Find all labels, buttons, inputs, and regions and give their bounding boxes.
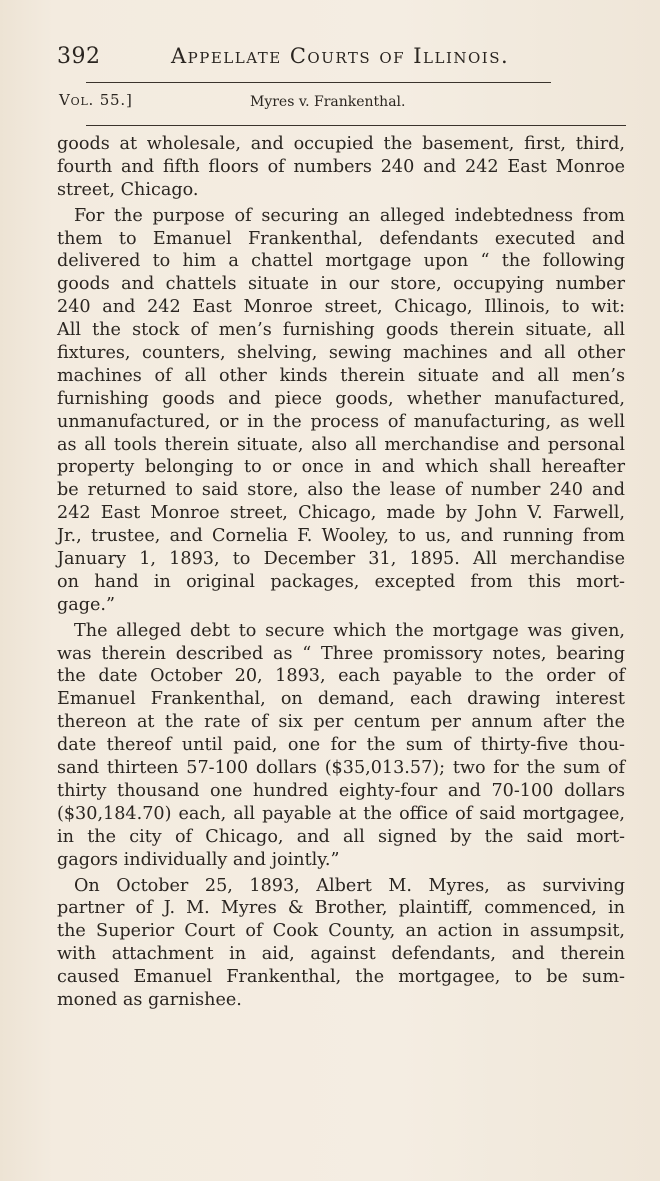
text-line: goods at wholesale, and occupied the basement, first, third,: [57, 134, 625, 154]
page-number: 392: [57, 44, 101, 69]
text-line: delivered to him a chattel mortgage upon “ the following: [57, 251, 625, 272]
text-line: caused Emanuel Frankenthal, the mortgagee, to be sum-: [57, 967, 625, 988]
text-line: All the stock of men’s furnishing goods therein situate, all: [57, 320, 625, 341]
page-subheader: [57, 89, 620, 115]
paragraph: [57, 875, 625, 1012]
text-line: be returned to said store, also the lease of number 240 and: [57, 480, 625, 501]
text-line: Emanuel Frankenthal, on demand, each drawing interest: [57, 689, 625, 710]
volume-label: Vol. 55.]: [59, 91, 133, 109]
text-line: thereon at the rate of six per centum per annum after the: [57, 712, 625, 733]
text-line: For the purpose of securing an alleged indebtedness from: [74, 205, 625, 226]
text-line: gagors individually and jointly.”: [57, 849, 340, 870]
text-line: goods and chattels situate in our store, occupying number: [57, 274, 625, 295]
text-line: date thereof until paid, one for the sum of thirty-five thou-: [57, 735, 625, 756]
text-line: the Superior Court of Cook County, an action in assumpsit,: [57, 921, 625, 942]
case-name: Myres v. Frankenthal.: [250, 94, 406, 110]
text-line: 242 East Monroe street, Chicago, made by John V. Farwell,: [57, 503, 625, 524]
text-line: sand thirteen 57-100 dollars ($35,013.57); two for the sum of: [57, 758, 625, 779]
text-line: was therein described as “ Three promissory notes, bearing: [57, 643, 625, 664]
text-line: as all tools therein situate, also all merchandise and personal: [57, 434, 625, 455]
running-title: Appellate Courts of Illinois.: [171, 44, 510, 68]
text-line: in the city of Chicago, and all signed by the said mort-: [57, 826, 625, 847]
text-line: with attachment in aid, against defendants, and therein: [57, 944, 625, 965]
text-line: unmanufactured, or in the process of manufacturing, as well: [57, 411, 625, 432]
text-line: partner of J. M. Myres & Brother, plaintiff, commenced, in: [57, 898, 625, 919]
text-line: the date October 20, 1893, each payable to the order of: [57, 666, 625, 687]
text-line: January 1, 1893, to December 31, 1895. All merchandise: [57, 549, 625, 570]
body-text: [57, 133, 625, 1012]
text-line: Jr., trustee, and Cornelia F. Wooley, to us, and running from: [57, 526, 625, 547]
text-line: machines of all other kinds therein situate and all men’s: [57, 365, 625, 386]
text-line: moned as garnishee.: [57, 989, 242, 1010]
text-line: The alleged debt to secure which the mortgage was given,: [74, 620, 625, 641]
text-line: them to Emanuel Frankenthal, defendants executed and: [57, 228, 625, 249]
text-line: street, Chicago.: [57, 179, 199, 200]
page-header: [57, 44, 620, 78]
text-line: fixtures, counters, shelving, sewing machines and all other: [57, 343, 625, 364]
paragraph: [57, 133, 625, 202]
paragraph: [57, 620, 625, 872]
text-line: thirty thousand one hundred eighty-four and 70-100 dollars: [57, 780, 625, 801]
text-line: fourth and fifth floors of numbers 240 and 242 East Monroe: [57, 156, 625, 177]
text-line: 240 and 242 East Monroe street, Chicago, Illinois, to wit:: [57, 297, 625, 318]
paragraph: [57, 205, 625, 617]
text-line: furnishing goods and piece goods, whether manufactured,: [57, 388, 625, 409]
header-rule: [86, 82, 551, 83]
subheader-rule: [86, 125, 626, 126]
text-line: property belonging to or once in and which shall hereafter: [57, 457, 625, 478]
text-line: ($30,184.70) each, all payable at the office of said mortgagee,: [57, 803, 625, 824]
text-line: gage.”: [57, 594, 116, 615]
text-line: On October 25, 1893, Albert M. Myres, as surviving: [74, 875, 625, 896]
text-line: on hand in original packages, excepted from this mort-: [57, 571, 625, 592]
